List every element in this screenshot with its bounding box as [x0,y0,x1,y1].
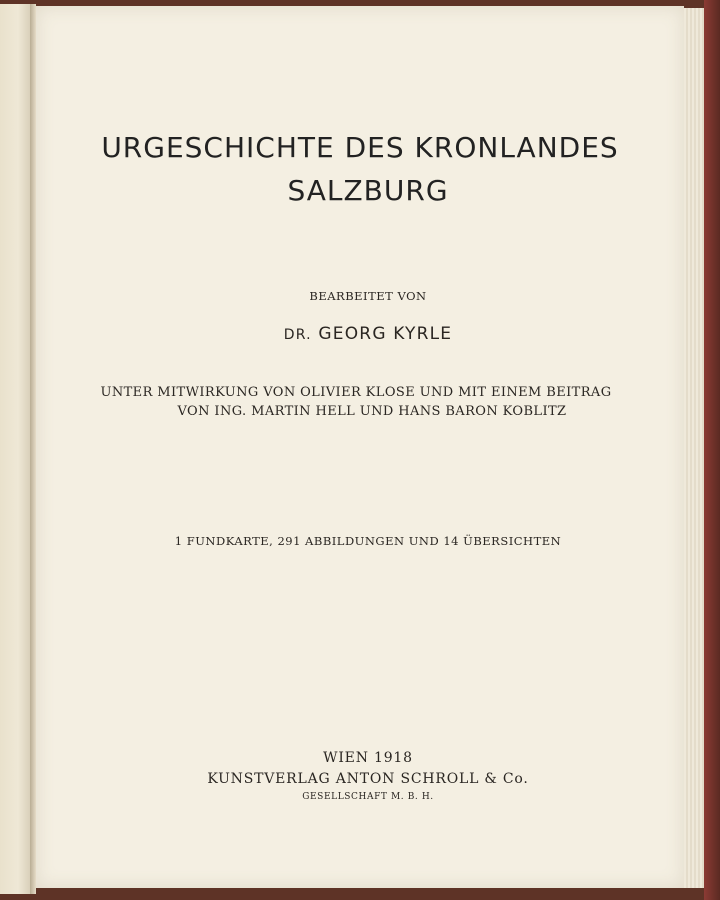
title-page [36,6,684,888]
page-stack-edge [684,8,704,888]
author-full-name: GEORG KYRLE [318,324,453,344]
title-line-2: SALZBURG [287,174,449,207]
author-name [44,324,692,344]
author-prefix: DR. [283,327,312,343]
title-line-1: URGESCHICHTE DES KRONLANDES [101,131,619,164]
facing-page-edge [0,4,30,894]
contents-note: 1 FUNDKARTE, 291 ABBILDUNGEN UND 14 ÜBERSICHTEN [174,534,562,548]
collaboration-line-1: UNTER MITWIRKUNG VON OLIVIER KLOSE UND MIT EINEM BEITRAG [100,385,612,400]
imprint-place-year: WIEN 1918 [323,750,413,766]
edited-by-label: BEARBEITET VON [309,289,427,303]
book-cover-edge [704,0,720,900]
imprint-publisher: KUNSTVERLAG ANTON SCHROLL & Co. [207,771,529,787]
collaboration-line-2: VON ING. MARTIN HELL UND HANS BARON KOBLITZ [177,404,567,419]
imprint-company-form: GESELLSCHAFT M. B. H. [302,792,434,802]
